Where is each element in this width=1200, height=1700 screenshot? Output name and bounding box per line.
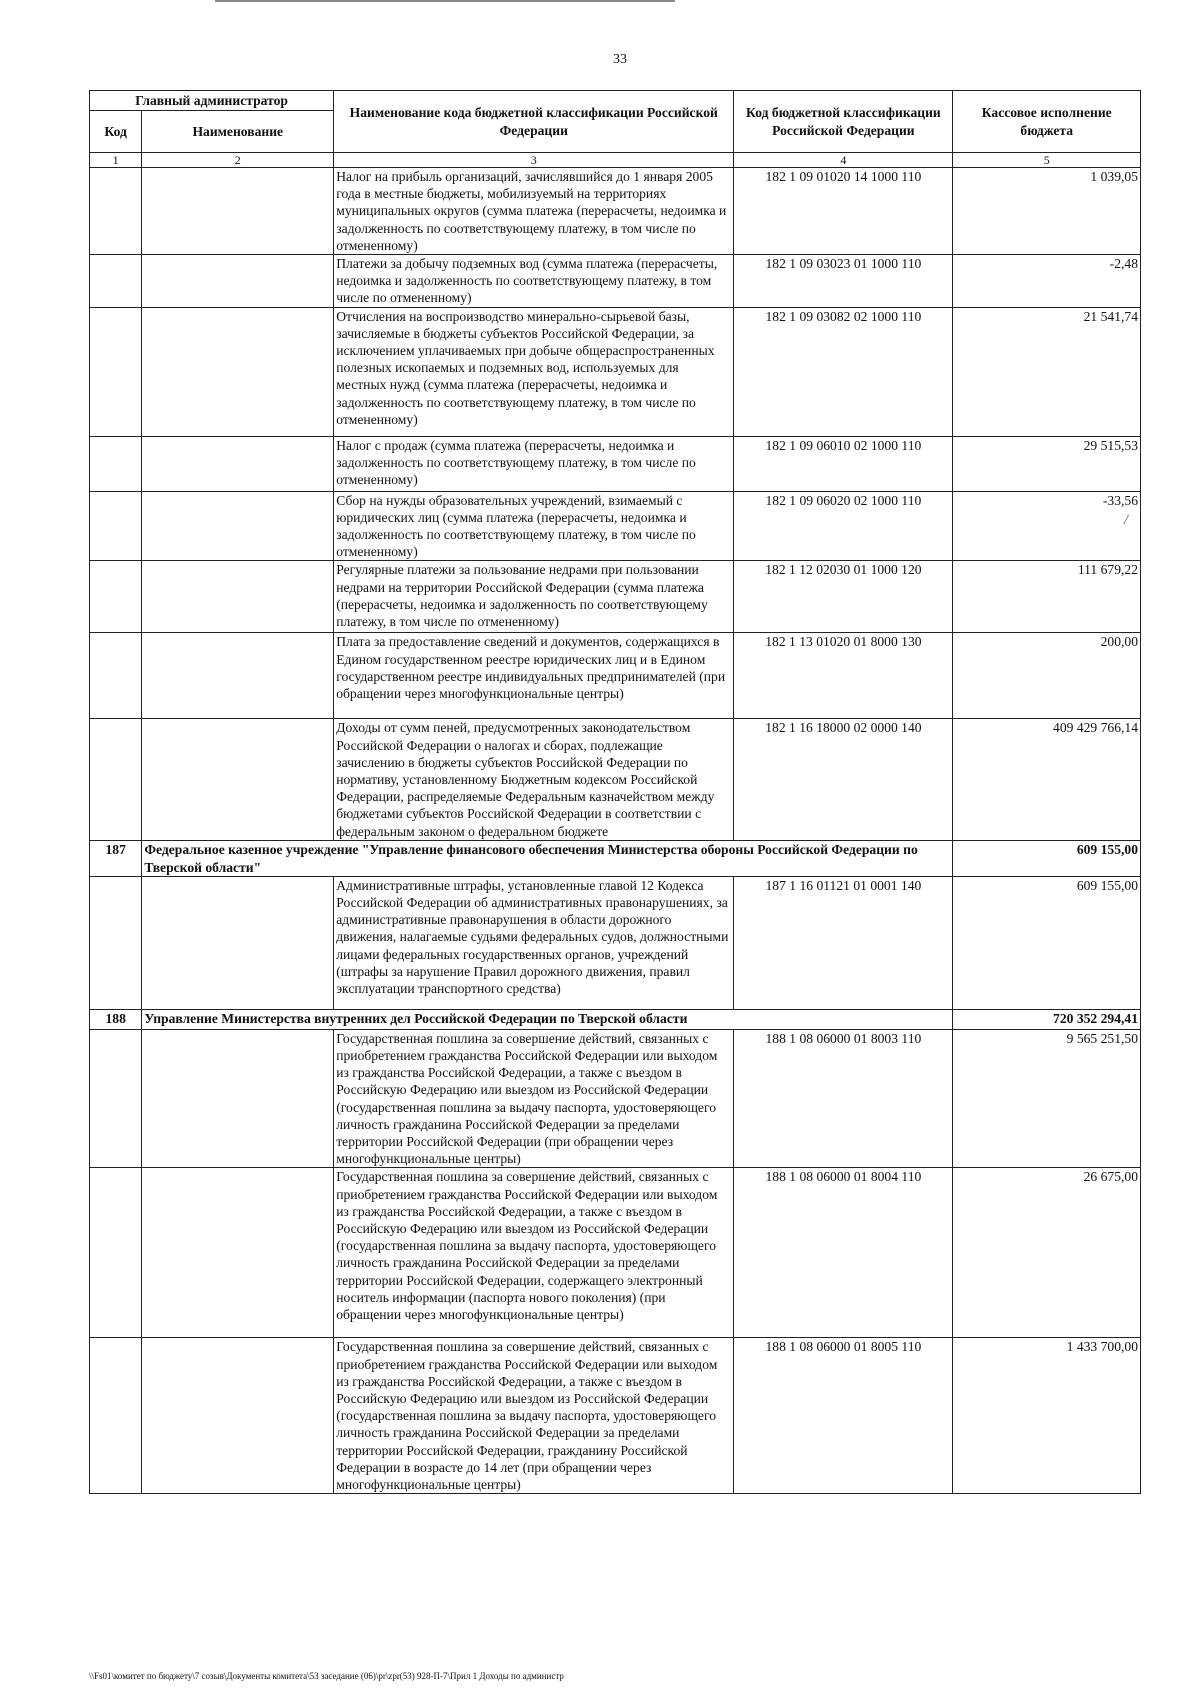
admin-name-cell (142, 1168, 334, 1338)
amount-cell: -33,56 (953, 491, 1141, 561)
admin-name-cell (142, 633, 334, 719)
bk-name-cell: Отчисления на воспроизводство минерально-сырьевой базы, зачисляемые в бюджеты субъектов Российской Федерации, за исключением уплачиваемых при добыче общераспространенных полезных ископаемых и подземных вод, используемых для местных нужд (сумма платежа (перерасчеты, недоимка и задолженность по соответствующему платежу, в том числе по отмененному) (334, 307, 734, 436)
bk-name-cell: Доходы от сумм пеней, предусмотренных законодательством Российской Федерации о налогах и сборах, подлежащие зачислению в бюджеты субъектов Российской Федерации по нормативу, установленному Бюджетным кодексом Российской Федерации, распределяемые Федеральным казначейством между бюджетами субъектов Российской Федерации в соответствии с федеральным законом о федеральном бюджете (334, 719, 734, 841)
admin-name: Управление Министерства внутренних дел Российской Федерации по Тверской области (142, 1009, 953, 1029)
admin-code-cell (90, 436, 142, 491)
bk-code-cell: 188 1 08 06000 01 8005 110 (734, 1338, 953, 1494)
bk-code-cell: 182 1 16 18000 02 0000 140 (734, 719, 953, 841)
amount-cell: 9 565 251,50 (953, 1029, 1141, 1168)
table-row (90, 168, 1141, 255)
header-execution: Кассовое исполнение бюджета (953, 91, 1141, 153)
amount-cell: 609 155,00 (953, 876, 1141, 1009)
table-row (90, 719, 1141, 841)
admin-code-cell (90, 1029, 142, 1168)
admin-name-cell (142, 1338, 334, 1494)
admin-name-cell (142, 1029, 334, 1168)
header-code: Код (90, 111, 142, 153)
table-row (90, 307, 1141, 436)
admin-total-amount: 720 352 294,41 (953, 1009, 1141, 1029)
table-row (90, 561, 1141, 633)
bk-code-cell: 182 1 09 01020 14 1000 110 (734, 168, 953, 255)
admin-name-cell (142, 168, 334, 255)
admin-name-cell (142, 307, 334, 436)
table-row (90, 255, 1141, 308)
column-number: 2 (142, 153, 334, 168)
top-rule (215, 0, 675, 2)
admin-name-cell (142, 436, 334, 491)
bk-code-cell: 188 1 08 06000 01 8004 110 (734, 1168, 953, 1338)
bk-code-cell: 182 1 09 06020 02 1000 110 (734, 491, 953, 561)
bk-name-cell: Государственная пошлина за совершение действий, связанных с приобретением гражданства Российской Федерации или выходом из гражданства Российской Федерации, а также с въездом в Российскую Федерацию или выездом из Российской Федерации (государственная пошлина за выдачу паспорта, удостоверяющего личность гражданина Российской Федерации за пределами территории Российской Федерации, содержащего электронный носитель информации (паспорта нового поколения) (при обращении через многофункциональные центры) (334, 1168, 734, 1338)
admin-code: 187 (90, 841, 142, 876)
admin-name: Федеральное казенное учреждение "Управление финансового обеспечения Министерства обороны Российской Федерации по Тверской области" (142, 841, 953, 876)
admin-code-cell (90, 255, 142, 308)
bk-name-cell: Государственная пошлина за совершение действий, связанных с приобретением гражданства Российской Федерации или выходом из гражданства Российской Федерации, а также с въездом в Российскую Федерацию или выездом из Российской Федерации (государственная пошлина за выдачу паспорта, удостоверяющего личность гражданина Российской Федерации за пределами территории Российской Федерации, гражданину Российской Федерации в возрасте до 14 лет (при обращении через многофункциональные центры) (334, 1338, 734, 1494)
bk-name-cell: Административные штрафы, установленные главой 12 Кодекса Российской Федерации об административных правонарушениях, за административные правонарушения в области дорожного движения, налагаемые судьями федеральных судов, должностными лицами федеральных государственных органов, учреждений (штрафы за нарушение Правил дорожного движения, правил эксплуатации транспортного средства) (334, 876, 734, 1009)
bk-code-cell: 182 1 09 03082 02 1000 110 (734, 307, 953, 436)
bk-name-cell: Платежи за добычу подземных вод (сумма платежа (перерасчеты, недоимка и задолженность по соответствующему платежу, в том числе по отмененному) (334, 255, 734, 308)
admin-code-cell (90, 491, 142, 561)
revenue-table (89, 90, 1141, 1494)
amount-cell: 1 039,05 (953, 168, 1141, 255)
margin-mark: / (1124, 513, 1128, 528)
table-row (90, 491, 1141, 561)
bk-code-cell: 182 1 09 06010 02 1000 110 (734, 436, 953, 491)
column-number: 5 (953, 153, 1141, 168)
bk-code-cell: 187 1 16 01121 01 0001 140 (734, 876, 953, 1009)
bk-name-cell: Регулярные платежи за пользование недрами при пользовании недрами на территории Российской Федерации (сумма платежа (перерасчеты, недоимка и задолженность по соответствующему платежу, в том числе по отмененному) (334, 561, 734, 633)
column-number: 4 (734, 153, 953, 168)
amount-cell: 29 515,53 (953, 436, 1141, 491)
bk-name-cell: Государственная пошлина за совершение действий, связанных с приобретением гражданства Российской Федерации или выходом из гражданства Российской Федерации, а также с въездом в Российскую Федерацию или выездом из Российской Федерации (государственная пошлина за выдачу паспорта, удостоверяющего личность гражданина Российской Федерации за пределами территории Российской Федерации (при обращении через многофункциональные центры) (334, 1029, 734, 1168)
bk-code-cell: 182 1 13 01020 01 8000 130 (734, 633, 953, 719)
header-main-admin: Главный администратор (90, 91, 334, 111)
bk-code-cell: 182 1 12 02030 01 1000 120 (734, 561, 953, 633)
bk-code-cell: 182 1 09 03023 01 1000 110 (734, 255, 953, 308)
table-row (90, 1168, 1141, 1338)
admin-code-cell (90, 1168, 142, 1338)
admin-name-cell (142, 876, 334, 1009)
table-row (90, 633, 1141, 719)
admin-name-cell (142, 255, 334, 308)
header-bk-name: Наименование кода бюджетной классификации Российской Федерации (334, 91, 734, 153)
table-row (90, 1029, 1141, 1168)
bk-name-cell: Налог с продаж (сумма платежа (перерасчеты, недоимка и задолженность по соответствующему платежу, в том числе по отмененному) (334, 436, 734, 491)
admin-name-cell (142, 719, 334, 841)
amount-cell: -2,48 (953, 255, 1141, 308)
table-row (90, 876, 1141, 1009)
amount-cell: 26 675,00 (953, 1168, 1141, 1338)
header-bk-code: Код бюджетной классификации Российской Федерации (734, 91, 953, 153)
column-number: 3 (334, 153, 734, 168)
admin-group-row (90, 841, 1141, 876)
admin-code-cell (90, 1338, 142, 1494)
amount-cell: 111 679,22 (953, 561, 1141, 633)
admin-group-row (90, 1009, 1141, 1029)
header-name: Наименование (142, 111, 334, 153)
column-number: 1 (90, 153, 142, 168)
table-body (90, 168, 1141, 1494)
admin-code-cell (90, 168, 142, 255)
admin-code-cell (90, 719, 142, 841)
admin-code: 188 (90, 1009, 142, 1029)
table-row (90, 1338, 1141, 1494)
admin-name-cell (142, 561, 334, 633)
admin-code-cell (90, 876, 142, 1009)
bk-name-cell: Плата за предоставление сведений и документов, содержащихся в Едином государственном реестре юридических лиц и в Едином государственном реестре индивидуальных предпринимателей (при обращении через многофункциональные центры) (334, 633, 734, 719)
amount-cell: 21 541,74 (953, 307, 1141, 436)
page-number: 33 (613, 52, 627, 67)
column-number-row (90, 153, 1141, 168)
amount-cell: 409 429 766,14 (953, 719, 1141, 841)
admin-total-amount: 609 155,00 (953, 841, 1141, 876)
bk-name-cell: Налог на прибыль организаций, зачислявшийся до 1 января 2005 года в местные бюджеты, мобилизуемый на территориях муниципальных округов (сумма платежа (перерасчеты, недоимка и задолженность по соответствующему платежу, в том числе по отмененному) (334, 168, 734, 255)
amount-cell: 200,00 (953, 633, 1141, 719)
bk-name-cell: Сбор на нужды образовательных учреждений, взимаемый с юридических лиц (сумма платежа (перерасчеты, недоимка и задолженность по соответствующему платежу, в том числе по отмененному) (334, 491, 734, 561)
footer-file-path: \\Fs01\комитет по бюджету\7 созыв\Документы комитета\53 заседание (06)\pr\zpr(53) 928-П-7\Прил 1 Доходы по администр (89, 1671, 564, 1681)
amount-cell: 1 433 700,00 (953, 1338, 1141, 1494)
bk-code-cell: 188 1 08 06000 01 8003 110 (734, 1029, 953, 1168)
admin-code-cell (90, 307, 142, 436)
admin-name-cell (142, 491, 334, 561)
admin-code-cell (90, 633, 142, 719)
admin-code-cell (90, 561, 142, 633)
table-row (90, 436, 1141, 491)
